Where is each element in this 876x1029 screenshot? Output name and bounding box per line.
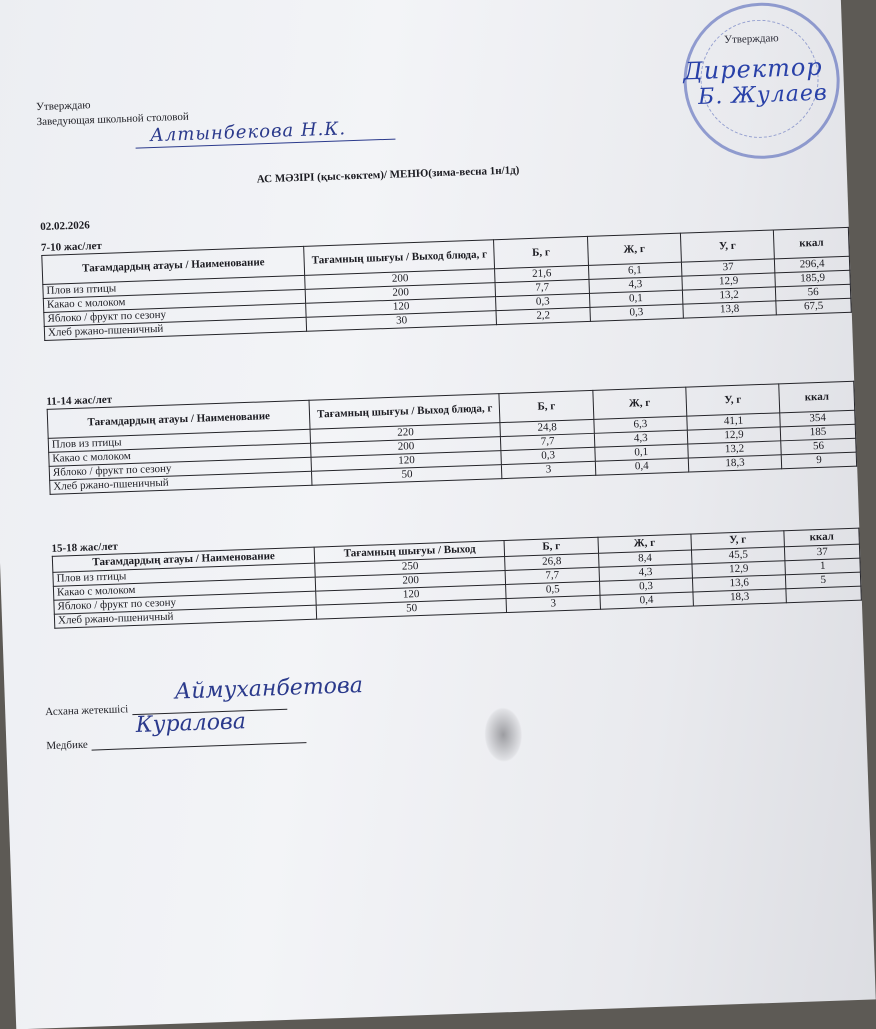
dish-name: Плов из птицы xyxy=(53,563,316,586)
dish-name: Яблоко / фрукт по сезону xyxy=(54,591,317,614)
stamp-approve-label: Утверждаю xyxy=(723,32,779,47)
dish-kcal: 56 xyxy=(776,284,851,301)
dish-output: 200 xyxy=(311,437,501,458)
column-output: Тағамның шығуы / Выход блюда, г xyxy=(304,240,495,276)
dish-output: 120 xyxy=(306,297,496,318)
dish-b: 7,7 xyxy=(495,279,589,296)
dish-kcal xyxy=(786,586,861,603)
dish-output: 200 xyxy=(315,571,505,592)
dish-name: Хлеб ржано-пшеничный xyxy=(54,605,317,628)
dish-kcal: 5 xyxy=(786,572,861,589)
dish-u: 45,5 xyxy=(691,547,785,564)
dish-kcal: 296,4 xyxy=(775,256,850,273)
dish-b: 2,2 xyxy=(496,307,590,324)
dish-b: 0,3 xyxy=(496,293,590,310)
dish-b: 3 xyxy=(506,595,600,612)
dish-kcal: 1 xyxy=(785,558,860,575)
dish-b: 24,8 xyxy=(500,419,594,436)
dish-b: 3 xyxy=(502,461,596,478)
dish-output: 200 xyxy=(305,283,495,304)
approver-signature: Алтынбекова Н.К. xyxy=(149,118,347,147)
column-kcal: ккал xyxy=(774,227,850,259)
menu-date: 02.02.2026 xyxy=(40,219,90,234)
dish-j: 6,1 xyxy=(588,262,682,279)
dish-kcal: 67,5 xyxy=(776,298,851,315)
column-output: Тағамның шығуы / Выход xyxy=(314,541,504,564)
approver-position: Заведующая школьной столовой xyxy=(36,110,190,129)
dish-kcal: 37 xyxy=(785,544,860,561)
dish-name: Какао с молоком xyxy=(43,289,306,312)
director-signature: Директор xyxy=(682,52,824,86)
dish-name: Плов из птицы xyxy=(43,275,306,298)
dish-kcal: 56 xyxy=(781,438,856,455)
dish-output: 50 xyxy=(312,465,502,486)
dish-u: 12,9 xyxy=(682,273,776,290)
dish-j: 8,4 xyxy=(598,550,692,567)
dish-j: 6,3 xyxy=(594,416,688,433)
cook-label: Асхана жетекшісі xyxy=(45,703,129,719)
column-name: Тағамдардың атауы / Наименование xyxy=(42,246,305,284)
dish-name: Хлеб ржано-пшеничный xyxy=(44,317,307,340)
dish-u: 41,1 xyxy=(687,413,781,430)
dish-output: 250 xyxy=(315,557,505,578)
dish-j: 0,1 xyxy=(589,290,683,307)
nurse-signature: Куралова xyxy=(135,709,247,739)
nurse-signature-line xyxy=(92,742,307,751)
dish-u: 13,8 xyxy=(683,301,777,318)
menu-title: АС МӘЗІРІ (қыс-көктем)/ МЕНЮ(зима-весна 1н/1д) xyxy=(256,164,520,186)
dish-u: 18,3 xyxy=(688,455,782,472)
dish-output: 220 xyxy=(310,423,500,444)
column-u: У, г xyxy=(680,230,774,262)
dish-output: 30 xyxy=(306,311,496,332)
dish-kcal: 185,9 xyxy=(775,270,850,287)
column-u: У, г xyxy=(691,531,785,550)
dish-j: 4,3 xyxy=(599,564,693,581)
dish-j: 0,3 xyxy=(599,578,693,595)
column-kcal: ккал xyxy=(784,528,859,547)
dish-output: 50 xyxy=(316,599,506,620)
dish-output: 120 xyxy=(311,451,501,472)
dish-b: 26,8 xyxy=(505,553,599,570)
dish-j: 0,1 xyxy=(595,444,689,461)
dish-b: 21,6 xyxy=(495,265,589,282)
dish-u: 18,3 xyxy=(693,589,787,606)
dish-j: 0,3 xyxy=(590,304,684,321)
column-output: Тағамның шығуы / Выход блюда, г xyxy=(309,394,500,430)
column-name: Тағамдардың атауы / Наименование xyxy=(52,547,315,572)
age-group-label: 7-10 жас/лет xyxy=(40,239,103,255)
section-7-10 xyxy=(41,214,852,341)
dish-u: 12,9 xyxy=(687,427,781,444)
dish-u: 37 xyxy=(681,259,775,276)
dish-b: 0,5 xyxy=(506,581,600,598)
dish-b: 0,3 xyxy=(501,447,595,464)
section-11-14 xyxy=(46,368,857,495)
dish-j: 0,4 xyxy=(600,592,694,609)
column-name: Тағамдардың атауы / Наименование xyxy=(47,400,310,438)
nurse-label: Медбике xyxy=(46,738,89,753)
column-j: Ж, г xyxy=(598,534,692,553)
dish-u: 13,2 xyxy=(682,287,776,304)
dish-output: 200 xyxy=(305,269,495,290)
column-b: Б, г xyxy=(494,236,588,268)
dish-name: Плов из птицы xyxy=(48,429,311,452)
column-b: Б, г xyxy=(499,390,593,422)
dish-b: 7,7 xyxy=(501,433,595,450)
dish-name: Яблоко / фрукт по сезону xyxy=(44,303,307,326)
column-b: Б, г xyxy=(504,537,598,556)
column-u: У, г xyxy=(686,384,780,416)
dish-u: 13,2 xyxy=(688,441,782,458)
approve-label: Утверждаю xyxy=(35,99,91,114)
section-15-18 xyxy=(51,515,862,629)
dish-j: 4,3 xyxy=(594,430,688,447)
dish-kcal: 9 xyxy=(781,452,856,469)
dish-j: 4,3 xyxy=(589,276,683,293)
dish-name: Какао с молоком xyxy=(49,443,312,466)
dish-name: Хлеб ржано-пшеничный xyxy=(50,471,313,494)
dish-j: 0,4 xyxy=(595,458,689,475)
age-group-label: 11-14 жас/лет xyxy=(46,393,113,408)
column-kcal: ккал xyxy=(779,381,855,413)
dish-kcal: 354 xyxy=(780,410,855,427)
dish-b: 7,7 xyxy=(505,567,599,584)
dish-kcal: 185 xyxy=(781,424,856,441)
dish-output: 120 xyxy=(316,585,506,606)
director-signature-name: Б. Жулаев xyxy=(697,80,829,110)
dish-name: Какао с молоком xyxy=(53,577,316,600)
column-j: Ж, г xyxy=(593,387,687,419)
age-group-label: 15-18 жас/лет xyxy=(51,540,119,555)
dish-u: 13,6 xyxy=(692,575,786,592)
dish-u: 12,9 xyxy=(692,561,786,578)
dish-name: Яблоко / фрукт по сезону xyxy=(49,457,312,480)
cook-signature: Аймуханбетова xyxy=(174,673,364,705)
ink-smudge xyxy=(483,707,523,763)
column-j: Ж, г xyxy=(587,233,681,265)
